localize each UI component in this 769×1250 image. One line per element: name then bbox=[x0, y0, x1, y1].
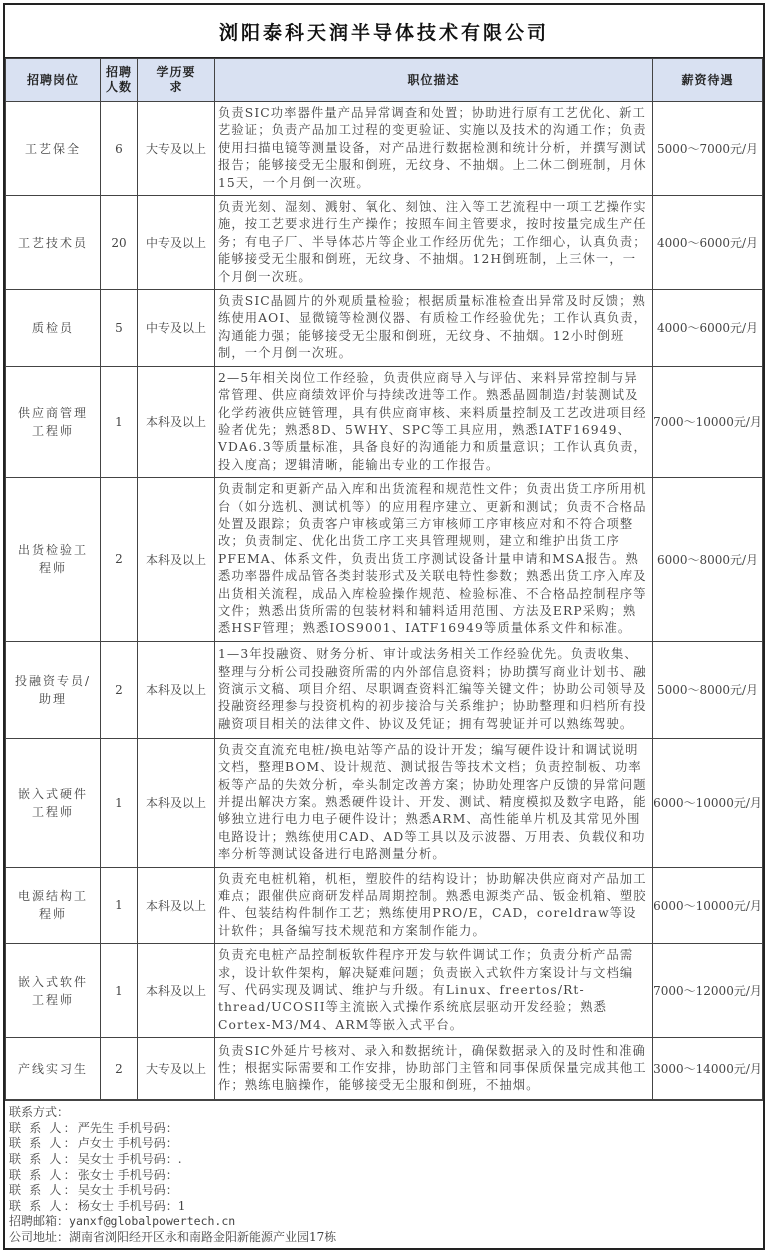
job-education: 本科及以上 bbox=[138, 867, 215, 944]
job-position: 投融资专员/助理 bbox=[6, 641, 101, 738]
contact-name: 吴女士 bbox=[77, 1152, 114, 1167]
job-salary: 6000～8000元/月 bbox=[653, 478, 763, 642]
job-salary: 5000～8000元/月 bbox=[653, 641, 763, 738]
job-description: 负责SIC功率器件量产品异常调查和处置；协助进行原有工艺优化、新工艺验证；负责产品加工过程的变更验证、实施以及技术的沟通工作；负责使用扫描电镜等测量设备，对产品进行数据检测和统计分析，并撰写测试报告；能够接受无尘服和倒班，无纹身、不抽烟。上二休二倒班制，月休15天，一个月倒一次班。 bbox=[215, 102, 653, 196]
job-salary: 7000～10000元/月 bbox=[653, 366, 763, 477]
phone-label: 手机号码： bbox=[117, 1152, 178, 1167]
table-row bbox=[6, 478, 763, 642]
job-position: 质检员 bbox=[6, 290, 101, 367]
job-education: 大专及以上 bbox=[138, 102, 215, 196]
table-row bbox=[6, 641, 763, 738]
job-count: 1 bbox=[101, 867, 138, 944]
recruitment-sheet bbox=[3, 3, 765, 1250]
email-line bbox=[9, 1214, 759, 1230]
phone-number: . bbox=[177, 1152, 182, 1167]
contact-label: 联 系 人： bbox=[9, 1152, 78, 1167]
job-description: 负责制定和更新产品入库和出货流程和规范性文件；负责出货工序所用机台（如分选机、测试机等）的应用程序建立、更新和测试；负责不合格品处置及跟踪；负责客户审核或第三方审核师工序审核应对和不符合项整改；负责制定、优化出货工序工夹具管理规则，建立和维护出货工序PFEMA、体系文件，负责出货工序测试设备计量申请和MSA报告。熟悉功率器件成品管各类封装形式及关联电特性参数；熟悉出货工序入库及出货相关流程，成品入库检验操作规范、检验标准、不合格品控制程序等文件；熟悉出货所需的包装材料和辅料适用范围、方法及ERP采购；熟悉HSF管理；熟悉IOS9001、IATF16949等质量体系文件和标准。 bbox=[215, 478, 653, 642]
header-education: 学历要求 bbox=[138, 59, 215, 102]
contact-heading: 联系方式： bbox=[9, 1105, 70, 1120]
table-row bbox=[6, 1038, 763, 1100]
job-education: 本科及以上 bbox=[138, 366, 215, 477]
job-salary: 5000～7000元/月 bbox=[653, 102, 763, 196]
job-count: 2 bbox=[101, 641, 138, 738]
email-link[interactable]: yanxf@globalpowertech.cn bbox=[69, 1214, 236, 1229]
contact-name: 张女士 bbox=[77, 1167, 114, 1182]
job-count: 1 bbox=[101, 944, 138, 1038]
job-education: 中专及以上 bbox=[138, 290, 215, 367]
job-salary: 6000～10000元/月 bbox=[653, 738, 763, 867]
job-count: 2 bbox=[101, 478, 138, 642]
contact-name: 严先生 bbox=[77, 1120, 114, 1135]
contact-person bbox=[9, 1183, 759, 1199]
job-education: 本科及以上 bbox=[138, 944, 215, 1038]
job-position: 电源结构工程师 bbox=[6, 867, 101, 944]
contact-label: 联 系 人： bbox=[9, 1136, 78, 1151]
header-position: 招聘岗位 bbox=[6, 59, 101, 102]
job-description: 1—3年投融资、财务分析、审计或法务相关工作经验优先。负责收集、整理与分析公司投融资所需的内外部信息资料；协助撰写商业计划书、融资演示文稿、项目介绍、尽职调查资料汇编等关键文件；协助公司领导及投融资经理参与投资机构的初步接洽与关系维护；协助整理和归档所有投融资项目相关的法律文件、协议及凭证；拥有驾驶证并可以熟练驾驶。 bbox=[215, 641, 653, 738]
email-label: 招聘邮箱： bbox=[9, 1214, 70, 1229]
contact-label: 联 系 人： bbox=[9, 1167, 78, 1182]
job-count: 2 bbox=[101, 1038, 138, 1100]
job-salary: 3000～14000元/月 bbox=[653, 1038, 763, 1100]
job-count: 6 bbox=[101, 102, 138, 196]
job-description: 负责SIC晶圆片的外观质量检验；根据质量标准检查出异常及时反馈；熟练使用AOI、显微镜等检测仪器、有质检工作经验优先；工作认真负责，沟通能力强；能够接受无尘服和倒班，无纹身、不抽烟。12小时倒班制，一个月倒一次班。 bbox=[215, 290, 653, 367]
phone-label: 手机号码： bbox=[117, 1167, 178, 1182]
contact-person bbox=[9, 1168, 759, 1184]
job-position: 产线实习生 bbox=[6, 1038, 101, 1100]
contact-name: 卢女士 bbox=[77, 1136, 114, 1151]
contact-person bbox=[9, 1152, 759, 1168]
job-position: 嵌入式软件工程师 bbox=[6, 944, 101, 1038]
phone-label: 手机号码： bbox=[117, 1183, 178, 1198]
contact-label: 联 系 人： bbox=[9, 1120, 78, 1135]
job-salary: 6000～10000元/月 bbox=[653, 867, 763, 944]
company-title: 浏阳泰科天润半导体技术有限公司 bbox=[5, 5, 763, 58]
job-salary: 4000～6000元/月 bbox=[653, 290, 763, 367]
address-value: 湖南省浏阳经开区永和南路金阳新能源产业园17栋 bbox=[69, 1230, 337, 1245]
job-description: 负责SIC外延片号核对、录入和数据统计，确保数据录入的及时性和准确性；根据实际需要和工作安排，协助部门主管和同事保质保量完成其他工作；熟练电脑操作，能够接受无尘服和倒班，不抽烟。 bbox=[215, 1038, 653, 1100]
table-row bbox=[6, 944, 763, 1038]
address-line bbox=[9, 1230, 759, 1246]
job-salary: 4000～6000元/月 bbox=[653, 196, 763, 290]
header-salary: 薪资待遇 bbox=[653, 59, 763, 102]
contact-person bbox=[9, 1121, 759, 1137]
job-position: 嵌入式硬件工程师 bbox=[6, 738, 101, 867]
job-count: 5 bbox=[101, 290, 138, 367]
phone-number: 1 bbox=[177, 1198, 186, 1213]
job-count: 1 bbox=[101, 366, 138, 477]
table-header-row bbox=[6, 59, 763, 102]
job-position: 工艺技术员 bbox=[6, 196, 101, 290]
job-description: 2—5年相关岗位工作经验，负责供应商导入与评估、来料异常控制与异常管理、供应商绩效评价与持续改进等工作。熟悉晶圆制造/封装测试及化学药液供应链管理，具有供应商审核、来料质量控制及工艺改进项目经验者优先；熟悉8D、5WHY、SPC等工具应用，熟悉IATF16949、VDA6.3等质量标准，具备良好的沟通能力和质量意识；工作认真负责，投入度高；逻辑清晰，能输出专业的工作报告。 bbox=[215, 366, 653, 477]
job-position: 供应商管理工程师 bbox=[6, 366, 101, 477]
address-label: 公司地址： bbox=[9, 1230, 70, 1245]
phone-label: 手机号码： bbox=[117, 1120, 178, 1135]
table-row bbox=[6, 867, 763, 944]
job-count: 1 bbox=[101, 738, 138, 867]
phone-label: 手机号码： bbox=[117, 1198, 178, 1213]
job-education: 本科及以上 bbox=[138, 641, 215, 738]
contact-person bbox=[9, 1136, 759, 1152]
table-row bbox=[6, 366, 763, 477]
job-education: 大专及以上 bbox=[138, 1038, 215, 1100]
job-position: 出货检验工程师 bbox=[6, 478, 101, 642]
job-description: 负责光刻、湿刻、溅射、氧化、刻蚀、注入等工艺流程中一项工艺操作实施，按工艺要求进行生产操作；按照车间主管要求，按时按量完成生产任务；有电子厂、半导体芯片等企业工作经历优先；工作细心，认真负责；能够接受无尘服和倒班，无纹身、不抽烟。12H倒班制，上三休一，一个月倒一次班。 bbox=[215, 196, 653, 290]
table-row bbox=[6, 102, 763, 196]
job-description: 负责充电桩产品控制板软件程序开发与软件调试工作；负责分析产品需求，设计软件架构，解决疑难问题；负责嵌入式软件方案设计与文档编写、代码实现及调试、维护与升级。有Linux、freertos/Rt-thread/UCOSII等主流嵌入式操作系统底层驱动开发经验；熟悉Cortex-M3/M4、ARM等嵌入式平台。 bbox=[215, 944, 653, 1038]
header-count: 招聘人数 bbox=[101, 59, 138, 102]
phone-label: 手机号码： bbox=[117, 1136, 178, 1151]
contact-label: 联 系 人： bbox=[9, 1198, 78, 1213]
table-row bbox=[6, 290, 763, 367]
job-education: 本科及以上 bbox=[138, 738, 215, 867]
job-education: 本科及以上 bbox=[138, 478, 215, 642]
contact-info bbox=[5, 1100, 763, 1247]
contact-label: 联 系 人： bbox=[9, 1183, 78, 1198]
contact-person bbox=[9, 1199, 759, 1215]
job-education: 中专及以上 bbox=[138, 196, 215, 290]
contact-name: 吴女士 bbox=[77, 1183, 114, 1198]
job-description: 负责充电桩机箱，机柜，塑胶件的结构设计；协助解决供应商对产品加工难点；跟催供应商研发样品周期控制。熟悉电源类产品、钣金机箱、塑胶件、包装结构件制作工艺；熟练使用PRO/E，CAD，coreldraw等设计软件；具备编写技术规范和方案制作能力。 bbox=[215, 867, 653, 944]
table-row bbox=[6, 738, 763, 867]
job-position: 工艺保全 bbox=[6, 102, 101, 196]
contact-name: 杨女士 bbox=[77, 1198, 114, 1213]
job-count: 20 bbox=[101, 196, 138, 290]
header-description: 职位描述 bbox=[215, 59, 653, 102]
table-row bbox=[6, 196, 763, 290]
job-salary: 7000～12000元/月 bbox=[653, 944, 763, 1038]
jobs-table bbox=[5, 58, 763, 1100]
job-description: 负责交直流充电桩/换电站等产品的设计开发；编写硬件设计和调试说明文档，整理BOM、设计规范、测试报告等技术文档；负责控制板、功率板等产品的失效分析，牵头制定改善方案；协助处理客户反馈的异常问题并提出解决方案。熟悉硬件设计、开发、测试、精度模拟及数字电路，能够独立进行电力电子硬件设计；熟悉ARM、高性能单片机及其常见外围电路设计；熟练使用CAD、AD等工具以及示波器、万用表、负载仪和功率分析等测试设备进行电路测量分析。 bbox=[215, 738, 653, 867]
